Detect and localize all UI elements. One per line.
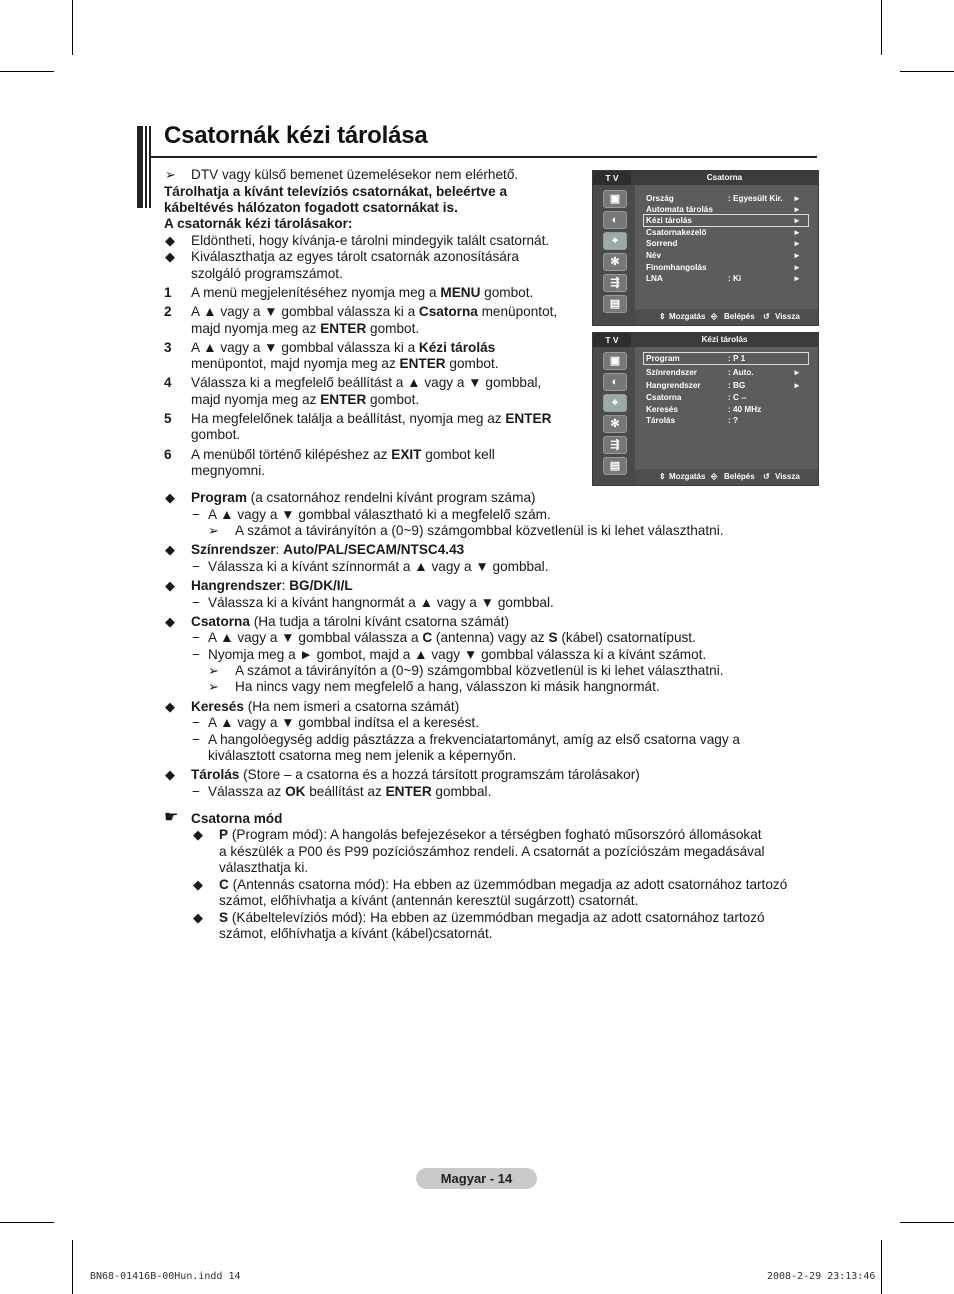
search-line: A hangolóegység addig pásztázza a frekvenciatartományt, amíg az első csatorna vagy a [208,732,740,747]
step-number: 6 [164,447,172,462]
dash-icon: − [192,630,200,645]
title-decoration [137,126,151,208]
crop-mark [72,0,73,55]
picture-icon: ▣ [603,190,627,208]
diamond-bullet-icon: ◆ [165,490,175,505]
dash-icon: − [192,647,200,662]
intro-line: kábeltévés hálózaton fogadott csatornákat is. [164,200,458,215]
diamond-bullet-icon: ◆ [165,767,175,782]
osd-menu-item-selected[interactable]: Kézi tárolás ► [646,216,801,225]
return-icon: ↺ [763,312,770,321]
title-rule [151,156,817,158]
osd-foot-move: Mozgatás [669,312,706,321]
osd-sidebar [593,185,635,325]
step-4-line-2: majd nyomja meg az ENTER gombot. [191,392,420,407]
osd-title: Csatorna [706,173,743,182]
color-system-line: Válassza ki a kívánt színnormát a ▲ vagy a ▼ gombbal. [208,559,549,574]
diamond-bullet-icon: ◆ [193,877,203,892]
slug-date: 2008-2-29 23:13:46 [767,1271,876,1282]
return-icon: ↺ [763,472,770,481]
note-arrow-icon: ➢ [208,679,219,694]
crop-mark [900,1222,954,1223]
note-text: DTV vagy külső bemenet üzemelésekor nem elérhető. [191,167,519,182]
enter-icon: ⎆ [711,312,718,321]
color-system-item: Színrendszer: Auto/PAL/SECAM/NTSC4.43 [191,542,465,557]
intro-line: Tárolhatja a kívánt televíziós csatornákat, beleértve a [164,184,508,199]
osd-menu-item[interactable]: Keresés : 40 MHz [646,405,762,414]
osd-foot-back: Vissza [775,312,800,321]
osd-menu-item[interactable]: Csatornakezelő ► [646,228,801,237]
step-1: A menü megjelenítéséhez nyomja meg a MENU gombot. [191,285,534,300]
crop-mark [72,1240,73,1294]
bullet-text: szolgáló programszámot. [191,266,343,281]
crop-mark [0,1222,54,1223]
mode-p: P (Program mód): A hangolás befejezésekor a térségben fogható műsorszóró állomásokat [219,827,762,842]
osd-tv-label: T V [593,333,631,347]
dash-icon: − [192,559,200,574]
osd-menu-item[interactable]: Sorrend ► [646,239,801,248]
channel-mode-title: Csatorna mód [191,811,283,826]
mode-c-line: számot, előhívhatja a kívánt (antennán keresztül sugárzott) csatornát. [219,893,639,908]
osd-foot-back: Vissza [775,472,800,481]
search-line: kiválasztott csatorna meg nem jelenik a képernyőn. [208,748,517,763]
sound-system-item: Hangrendszer: BG/DK/I/L [191,578,353,593]
page-title: Csatornák kézi tárolása [164,122,428,149]
osd-menu-item[interactable]: Automata tárolás ► [646,205,801,214]
osd-foot-enter: Belépés [724,472,755,481]
step-number: 1 [164,285,172,300]
channel-line: A ▲ vagy a ▼ gombbal válassza a C (antenna) vagy az S (kábel) csatornatípust. [208,630,696,645]
osd-menu-item[interactable]: Név ► [646,251,801,260]
note-arrow-icon: ➢ [208,523,219,538]
osd-footer [635,469,818,485]
channel-icon: ⌖ [603,232,627,250]
step-6-line-2: megnyomni. [191,463,266,478]
input-icon: ⇶ [603,274,627,292]
step-3: A ▲ vagy a ▼ gombbal válassza ki a Kézi tárolás [191,340,496,355]
digital-icon: ▤ [603,295,627,313]
step-2: A ▲ vagy a ▼ gombbal válassza ki a Csatorna menüpontot, [191,304,558,319]
sound-system-line: Válassza ki a kívánt hangnormát a ▲ vagy a ▼ gombbal. [208,595,554,610]
program-line: A ▲ vagy a ▼ gombbal választható ki a megfelelő szám. [208,507,551,522]
page-number-badge: Magyar - 14 [416,1168,537,1189]
bullet-text: Eldöntheti, hogy kívánja-e tárolni mindegyik talált csatornát. [191,233,550,248]
updown-icon: ⇕ [659,472,666,481]
osd-foot-enter: Belépés [724,312,755,321]
step-number: 2 [164,304,172,319]
diamond-bullet-icon: ◆ [193,827,203,842]
diamond-bullet-icon: ◆ [165,614,175,629]
channel-note: A számot a távirányítón a (0~9) számgombbal közvetlenül is ki lehet választhatni. [235,663,724,678]
channel-note: Ha nincs vagy nem megfelelő a hang, válasszon ki másik hangnormát. [235,679,660,694]
osd-header [593,333,818,347]
store-item: Tárolás (Store – a csatorna és a hozzá társított programszám tárolásakor) [191,767,640,782]
diamond-bullet-icon: ◆ [165,578,175,593]
diamond-bullet-icon: ◆ [165,542,175,557]
search-item: Keresés (Ha nem ismeri a csatorna számát) [191,699,460,714]
osd-menu-item[interactable]: Tárolás : ? [646,416,739,425]
osd-manual-store-menu [592,332,819,486]
diamond-bullet-icon: ◆ [165,699,175,714]
diamond-bullet-icon: ◆ [193,910,203,925]
osd-menu-item[interactable]: LNA : Ki ► [646,274,801,283]
mode-p-line: a készülék a P00 és P99 pozíciószámhoz rendeli. A csatornát a pozíciószám megadásával [219,844,765,859]
crop-mark [900,71,954,72]
note-arrow-icon: ➢ [165,167,176,182]
channel-item: Csatorna (Ha tudja a tárolni kívánt csatorna számát) [191,614,510,629]
osd-menu-item[interactable]: Színrendszer : Auto. ► [646,368,801,377]
digital-icon: ▤ [603,457,627,475]
setup-icon: ✻ [603,415,627,433]
sound-icon: ◐ [603,211,627,229]
note-arrow-icon: ➢ [208,663,219,678]
mode-p-line: választhatja ki. [219,860,309,875]
step-3-line-2: menüpontot, majd nyomja meg az ENTER gombot. [191,356,499,371]
dash-icon: − [192,732,200,747]
step-6: A menüből történő kilépéshez az EXIT gombot kell [191,447,495,462]
step-number: 4 [164,375,172,390]
diamond-bullet-icon: ◆ [165,249,175,264]
mode-c: C (Antennás csatorna mód): Ha ebben az üzemmódban megadja az adott csatornához tartozó [219,877,788,892]
osd-sidebar [593,347,635,485]
osd-menu-item[interactable]: Csatorna : C -- [646,393,747,402]
osd-channel-menu [592,170,819,326]
updown-icon: ⇕ [659,312,666,321]
dash-icon: − [192,715,200,730]
osd-menu-item[interactable]: Finomhangolás ► [646,263,801,272]
channel-icon: ⌖ [603,394,627,412]
store-line: Válassza az OK beállítást az ENTER gombbal. [208,784,492,799]
osd-menu-item[interactable]: Ország : Egyesült Kir. ► [646,194,801,203]
pointing-hand-icon: ☛ [164,809,179,826]
osd-menu-item[interactable]: Hangrendszer : BG ► [646,381,801,390]
enter-icon: ⎆ [711,472,718,481]
crop-mark [881,1240,882,1294]
channel-line: Nyomja meg a ► gombot, majd a ▲ vagy ▼ gombbal válassza ki a kívánt számot. [208,647,707,662]
step-5-line-2: gombot. [191,427,241,442]
search-line: A ▲ vagy a ▼ gombbal indítsa el a keresést. [208,715,479,730]
osd-footer [635,309,818,325]
step-number: 5 [164,411,172,426]
program-item: Program (a csatornához rendelni kívánt program száma) [191,490,536,505]
osd-menu-item-selected[interactable]: Program : P 1 [646,354,746,363]
slug-file: BN68-01416B-00Hun.indd 14 [90,1271,241,1282]
mode-s: S (Kábeltelevíziós mód): Ha ebben az üzemmódban megadja az adott csatornához tartozó [219,910,765,925]
osd-title: Kézi tárolás [701,335,748,344]
bullet-text: Kiválaszthatja az egyes tárolt csatornák azonosítására [191,249,519,264]
osd-header [593,171,818,185]
step-4: Válassza ki a megfelelő beállítást a ▲ vagy a ▼ gombbal, [191,375,542,390]
diamond-bullet-icon: ◆ [165,233,175,248]
crop-mark [881,0,882,55]
sound-icon: ◐ [603,373,627,391]
input-icon: ⇶ [603,436,627,454]
intro-line: A csatornák kézi tárolásakor: [164,216,353,231]
program-note: A számot a távirányítón a (0~9) számgombbal közvetlenül is ki lehet választhatni. [235,523,724,538]
step-5: Ha megfelelőnek találja a beállítást, nyomja meg az ENTER [191,411,552,426]
step-number: 3 [164,340,172,355]
dash-icon: − [192,595,200,610]
step-2-line-2: majd nyomja meg az ENTER gombot. [191,321,420,336]
crop-mark [0,71,54,72]
picture-icon: ▣ [603,352,627,370]
setup-icon: ✻ [603,253,627,271]
dash-icon: − [192,784,200,799]
osd-foot-move: Mozgatás [669,472,706,481]
mode-s-line: számot, előhívhatja a kívánt (kábel)csatornát. [219,926,493,941]
dash-icon: − [192,507,200,522]
osd-tv-label: T V [593,171,631,185]
